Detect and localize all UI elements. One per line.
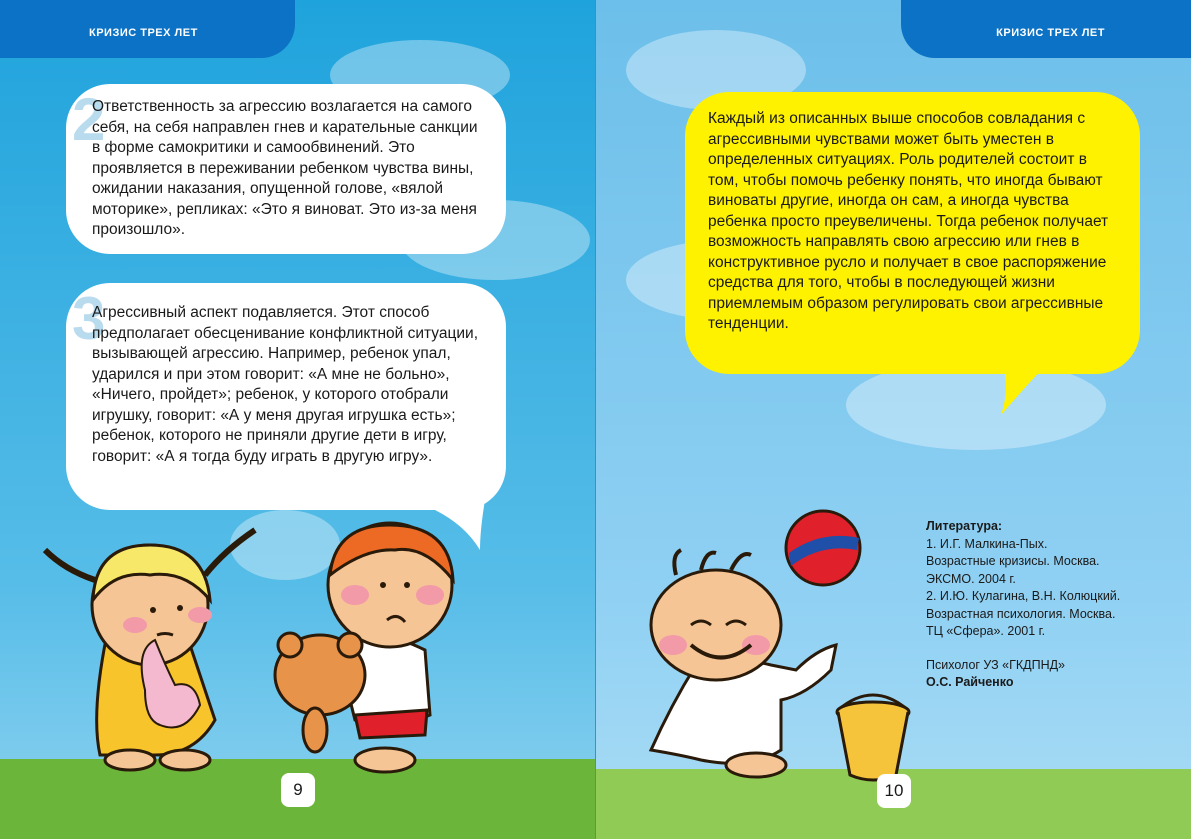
literature-line: ЭКСМО. 2004 г. (926, 571, 1016, 586)
baby-illustration (621, 545, 851, 785)
header-tab (0, 0, 295, 58)
page-number: 10 (877, 774, 911, 808)
bubble-text: Ответственность за агрессию возлагается на самого себя, на себя направлен гнев и карательные санкции в форме самокритики и самообвинений. Это проявляется в переживании ребенком чувства вины, ожидании наказания, опущенной голове, «вялой моторике», репликах: «Это я виноват. Это из-за меня произошло». (92, 98, 478, 238)
boy-with-teddy-illustration (255, 520, 475, 780)
text-bubble-2 (66, 84, 506, 254)
girl-illustration (35, 520, 265, 780)
literature-line: Возрастная психология. Москва. (926, 606, 1116, 621)
bubble-text: Каждый из описанных выше способов совладания с агрессивными чувствами может быть уместен в определенных ситуациях. Роль родителей состоит в том, чтобы помочь ребенку понять, что иногда бывают виноваты другие, иногда он сам, а иногда чувства ребенка просто преувеличены. Тогда ребенок получает возможность направлять свою агрессию или гнев в конструктивное русло и получает в свое распоряжение средства для того, чтобы в последующей жизни приемлемым образом регулировать свои агрессивные тенденции. (708, 110, 1109, 332)
left-page (0, 0, 595, 839)
literature-line: 1. И.Г. Малкина-Пых. (926, 536, 1048, 551)
literature-title: Литература: (926, 519, 1003, 533)
text-bubble-3 (66, 283, 506, 510)
bubble-tail (991, 360, 1061, 420)
item-number: 3 (72, 285, 106, 352)
author-name: О.С. Райченко (926, 675, 1014, 689)
header-title: КРИЗИС ТРЕХ ЛЕТ (996, 27, 1105, 39)
literature-line: Возрастные кризисы. Москва. (926, 554, 1100, 568)
literature-section (926, 518, 1120, 692)
header-tab (901, 0, 1191, 58)
literature-line: ТЦ «Сфера». 2001 г. (926, 624, 1046, 638)
bubble-text: Агрессивный аспект подавляется. Этот способ предполагает обесценивание конфликтной ситуации, вызывающей агрессию. Например, ребенок упал, ударился и при этом говорит: «А мне не больно», «Ничего, пройдет»; ребенок, у которого отобрали игрушку, говорит: «А у меня другая игрушка есть»; ребенок, которого не приняли другие дети в игру, говорит: «А я тогда буду играть в другую игру». (92, 304, 479, 465)
author-role: Психолог УЗ «ГКДПНД» (926, 657, 1066, 672)
right-page (596, 0, 1191, 839)
literature-line: 2. И.Ю. Кулагина, В.Н. Колюцкий. (926, 589, 1121, 603)
item-number: 2 (72, 86, 106, 153)
page-number: 9 (281, 773, 315, 807)
header-title: КРИЗИС ТРЕХ ЛЕТ (89, 27, 198, 39)
text-bubble-yellow (685, 92, 1140, 374)
